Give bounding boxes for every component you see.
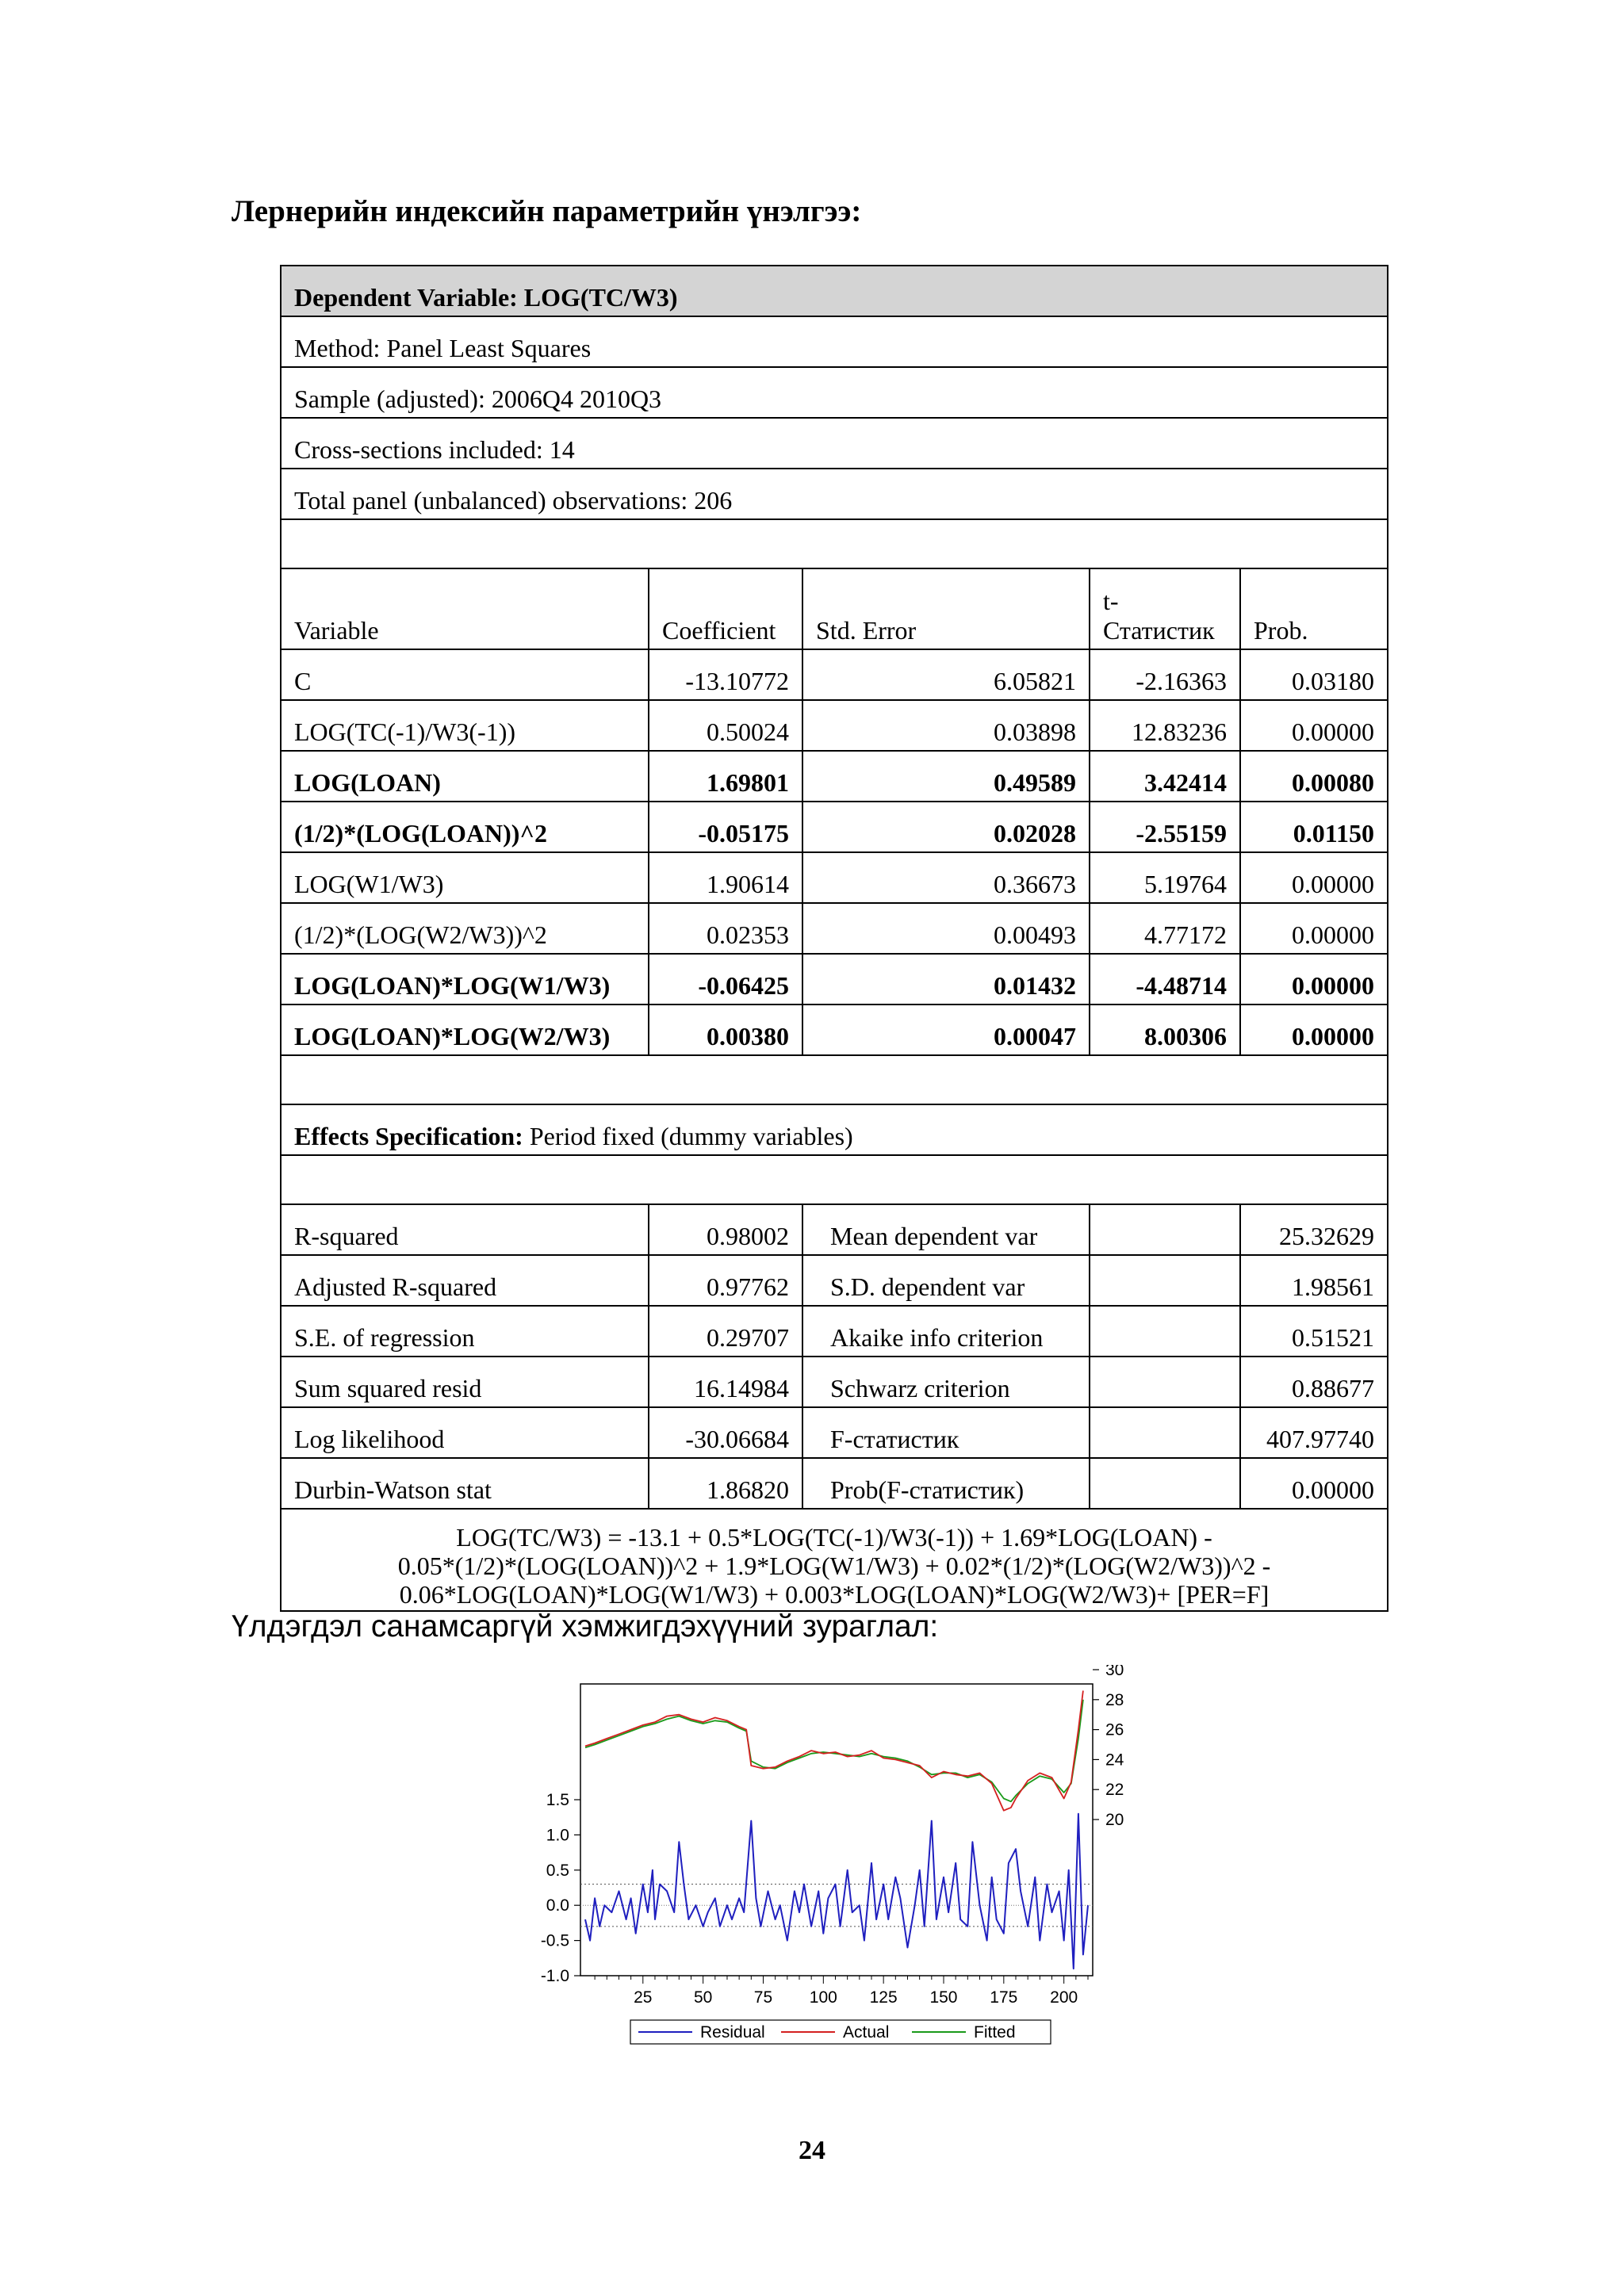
cell-t-stat: 8.00306 xyxy=(1090,1004,1240,1055)
left-axis-label: -1.0 xyxy=(540,1967,569,1985)
col-t-stat-line1: t- xyxy=(1103,587,1119,616)
x-axis-label: 125 xyxy=(869,1988,898,2007)
series-line-residual xyxy=(585,1814,1088,1969)
right-axis-label: 28 xyxy=(1105,1690,1124,1709)
cell-t-stat: -2.16363 xyxy=(1090,649,1240,700)
section-heading: Үлдэгдэл санамсаргүй хэмжигдэхүүний зураглал: xyxy=(232,1609,939,1644)
cell-empty xyxy=(1090,1407,1240,1458)
cell-prob: 0.00080 xyxy=(1240,751,1388,802)
cell-empty xyxy=(1090,1204,1240,1255)
x-axis-label: 25 xyxy=(634,1988,653,2007)
cell-r-label: Akaike info criterion xyxy=(802,1306,1090,1357)
x-axis-label: 100 xyxy=(809,1988,837,2007)
cell-prob: 0.03180 xyxy=(1240,649,1388,700)
legend-label: Residual xyxy=(700,2023,765,2042)
cell-l-value: -30.06684 xyxy=(649,1407,802,1458)
cell-r-label: S.D. dependent var xyxy=(802,1255,1090,1306)
cell-r-label: Schwarz criterion xyxy=(802,1357,1090,1407)
cell-coefficient: -0.05175 xyxy=(649,802,802,852)
cell-r-value: 0.51521 xyxy=(1240,1306,1388,1357)
right-axis-label: 20 xyxy=(1105,1811,1124,1829)
cell-std-error: 0.01432 xyxy=(802,954,1090,1004)
cell-t-stat: -4.48714 xyxy=(1090,954,1240,1004)
col-variable: Variable xyxy=(281,568,649,649)
cell-r-value: 1.98561 xyxy=(1240,1255,1388,1306)
effects-value: Period fixed (dummy variables) xyxy=(523,1122,853,1151)
table-row xyxy=(281,700,1388,751)
x-axis-label: 150 xyxy=(929,1988,958,2007)
right-axis-label: 24 xyxy=(1105,1751,1124,1770)
cell-t-stat: 3.42414 xyxy=(1090,751,1240,802)
left-axis-label: 0.5 xyxy=(546,1861,569,1880)
estimated-equation xyxy=(281,1509,1388,1611)
cell-l-label: R-squared xyxy=(281,1204,649,1255)
blank-row xyxy=(281,519,1388,568)
cell-l-label: Sum squared resid xyxy=(281,1357,649,1407)
cell-std-error: 6.05821 xyxy=(802,649,1090,700)
cell-prob: 0.00000 xyxy=(1240,954,1388,1004)
cell-empty xyxy=(1090,1458,1240,1509)
series-line-actual xyxy=(585,1691,1083,1811)
x-axis-label: 75 xyxy=(753,1988,773,2007)
cell-variable: (1/2)*(LOG(W2/W3))^2 xyxy=(281,903,649,954)
table-row xyxy=(281,649,1388,700)
right-axis-label: 22 xyxy=(1105,1781,1124,1800)
table-row xyxy=(281,954,1388,1004)
left-axis-label: 1.0 xyxy=(546,1826,569,1845)
regression-table xyxy=(280,265,1388,1612)
cell-l-value: 1.86820 xyxy=(649,1458,802,1509)
cell-variable: LOG(TC(-1)/W3(-1)) xyxy=(281,700,649,751)
cell-t-stat: -2.55159 xyxy=(1090,802,1240,852)
col-t-stat-line2: Статистик xyxy=(1103,616,1215,645)
cell-l-label: Durbin-Watson stat xyxy=(281,1458,649,1509)
cell-prob: 0.01150 xyxy=(1240,802,1388,852)
cell-r-label: Prob(F-статистик) xyxy=(802,1458,1090,1509)
left-axis-label: 1.5 xyxy=(546,1791,569,1809)
page-heading: Лернерийн индексийн параметрийн үнэлгээ: xyxy=(232,194,862,228)
effects-specification xyxy=(281,1104,1388,1155)
right-axis-label: 30 xyxy=(1105,1665,1124,1679)
col-t-stat xyxy=(1090,568,1240,649)
effects-label: Effects Specification: xyxy=(294,1122,523,1151)
cell-l-label: Adjusted R-squared xyxy=(281,1255,649,1306)
cell-std-error: 0.49589 xyxy=(802,751,1090,802)
x-axis-label: 200 xyxy=(1050,1988,1078,2007)
right-axis-label: 26 xyxy=(1105,1720,1124,1739)
cell-l-value: 0.29707 xyxy=(649,1306,802,1357)
info-method: Method: Panel Least Squares xyxy=(281,316,1388,367)
left-axis-label: -0.5 xyxy=(540,1931,569,1950)
cell-empty xyxy=(1090,1357,1240,1407)
stat-row xyxy=(281,1458,1388,1509)
cell-r-value: 407.97740 xyxy=(1240,1407,1388,1458)
equation-line: 0.05*(1/2)*(LOG(LOAN))^2 + 1.9*LOG(W1/W3) + 0.02*(1/2)*(LOG(W2/W3))^2 - xyxy=(397,1551,1271,1580)
cell-t-stat: 5.19764 xyxy=(1090,852,1240,903)
x-axis-label: 50 xyxy=(693,1988,713,2007)
cell-l-value: 0.98002 xyxy=(649,1204,802,1255)
left-axis-label: 0.0 xyxy=(546,1896,569,1915)
cell-std-error: 0.00493 xyxy=(802,903,1090,954)
cell-l-label: Log likelihood xyxy=(281,1407,649,1458)
cell-coefficient: -13.10772 xyxy=(649,649,802,700)
cell-r-label: F-статистик xyxy=(802,1407,1090,1458)
table-row xyxy=(281,852,1388,903)
table-row xyxy=(281,903,1388,954)
stat-row xyxy=(281,1357,1388,1407)
cell-l-label: S.E. of regression xyxy=(281,1306,649,1357)
info-observations: Total panel (unbalanced) observations: 206 xyxy=(281,469,1388,519)
cell-coefficient: 0.00380 xyxy=(649,1004,802,1055)
cell-r-value: 25.32629 xyxy=(1240,1204,1388,1255)
blank-row xyxy=(281,1155,1388,1204)
cell-r-label: Mean dependent var xyxy=(802,1204,1090,1255)
legend-label: Fitted xyxy=(974,2023,1016,2042)
table-row xyxy=(281,1004,1388,1055)
table-row xyxy=(281,802,1388,852)
cell-std-error: 0.03898 xyxy=(802,700,1090,751)
cell-coefficient: 0.50024 xyxy=(649,700,802,751)
cell-l-value: 0.97762 xyxy=(649,1255,802,1306)
legend-label: Actual xyxy=(843,2023,890,2042)
cell-std-error: 0.02028 xyxy=(802,802,1090,852)
cell-prob: 0.00000 xyxy=(1240,852,1388,903)
cell-prob: 0.00000 xyxy=(1240,1004,1388,1055)
cell-r-value: 0.88677 xyxy=(1240,1357,1388,1407)
col-coefficient: Coefficient xyxy=(649,568,802,649)
x-axis-label: 175 xyxy=(990,1988,1018,2007)
cell-prob: 0.00000 xyxy=(1240,700,1388,751)
info-cross-sections: Cross-sections included: 14 xyxy=(281,418,1388,469)
cell-variable: LOG(LOAN)*LOG(W2/W3) xyxy=(281,1004,649,1055)
cell-variable: C xyxy=(281,649,649,700)
col-std-error: Std. Error xyxy=(802,568,1090,649)
cell-coefficient: -0.06425 xyxy=(649,954,802,1004)
cell-t-stat: 4.77172 xyxy=(1090,903,1240,954)
stat-row xyxy=(281,1255,1388,1306)
stat-row xyxy=(281,1204,1388,1255)
statistics-rows xyxy=(281,1204,1388,1509)
cell-variable: LOG(LOAN) xyxy=(281,751,649,802)
stat-row xyxy=(281,1306,1388,1357)
cell-l-value: 16.14984 xyxy=(649,1357,802,1407)
column-headers xyxy=(281,568,1388,649)
cell-variable: LOG(LOAN)*LOG(W1/W3) xyxy=(281,954,649,1004)
equation-line: LOG(TC/W3) = -13.1 + 0.5*LOG(TC(-1)/W3(-1)) + 1.69*LOG(LOAN) - xyxy=(456,1523,1212,1552)
table-row xyxy=(281,751,1388,802)
cell-coefficient: 1.90614 xyxy=(649,852,802,903)
cell-r-value: 0.00000 xyxy=(1240,1458,1388,1509)
cell-std-error: 0.36673 xyxy=(802,852,1090,903)
cell-variable: (1/2)*(LOG(LOAN))^2 xyxy=(281,802,649,852)
cell-coefficient: 1.69801 xyxy=(649,751,802,802)
info-sample: Sample (adjusted): 2006Q4 2010Q3 xyxy=(281,367,1388,418)
blank-row xyxy=(281,1055,1388,1104)
coefficient-rows xyxy=(281,649,1388,1055)
cell-prob: 0.00000 xyxy=(1240,903,1388,954)
residual-chart xyxy=(523,1665,1126,2061)
col-prob: Prob. xyxy=(1240,568,1388,649)
cell-variable: LOG(W1/W3) xyxy=(281,852,649,903)
equation-line: 0.06*LOG(LOAN)*LOG(W1/W3) + 0.003*LOG(LOAN)*LOG(W2/W3)+ [PER=F] xyxy=(399,1579,1270,1609)
cell-t-stat: 12.83236 xyxy=(1090,700,1240,751)
stat-row xyxy=(281,1407,1388,1458)
cell-std-error: 0.00047 xyxy=(802,1004,1090,1055)
plot-frame xyxy=(580,1684,1093,1976)
cell-coefficient: 0.02353 xyxy=(649,903,802,954)
table-header: Dependent Variable: LOG(TC/W3) xyxy=(281,266,1388,316)
series-line-fitted xyxy=(585,1700,1083,1802)
cell-empty xyxy=(1090,1255,1240,1306)
cell-empty xyxy=(1090,1306,1240,1357)
page-number: 24 xyxy=(799,2136,825,2165)
